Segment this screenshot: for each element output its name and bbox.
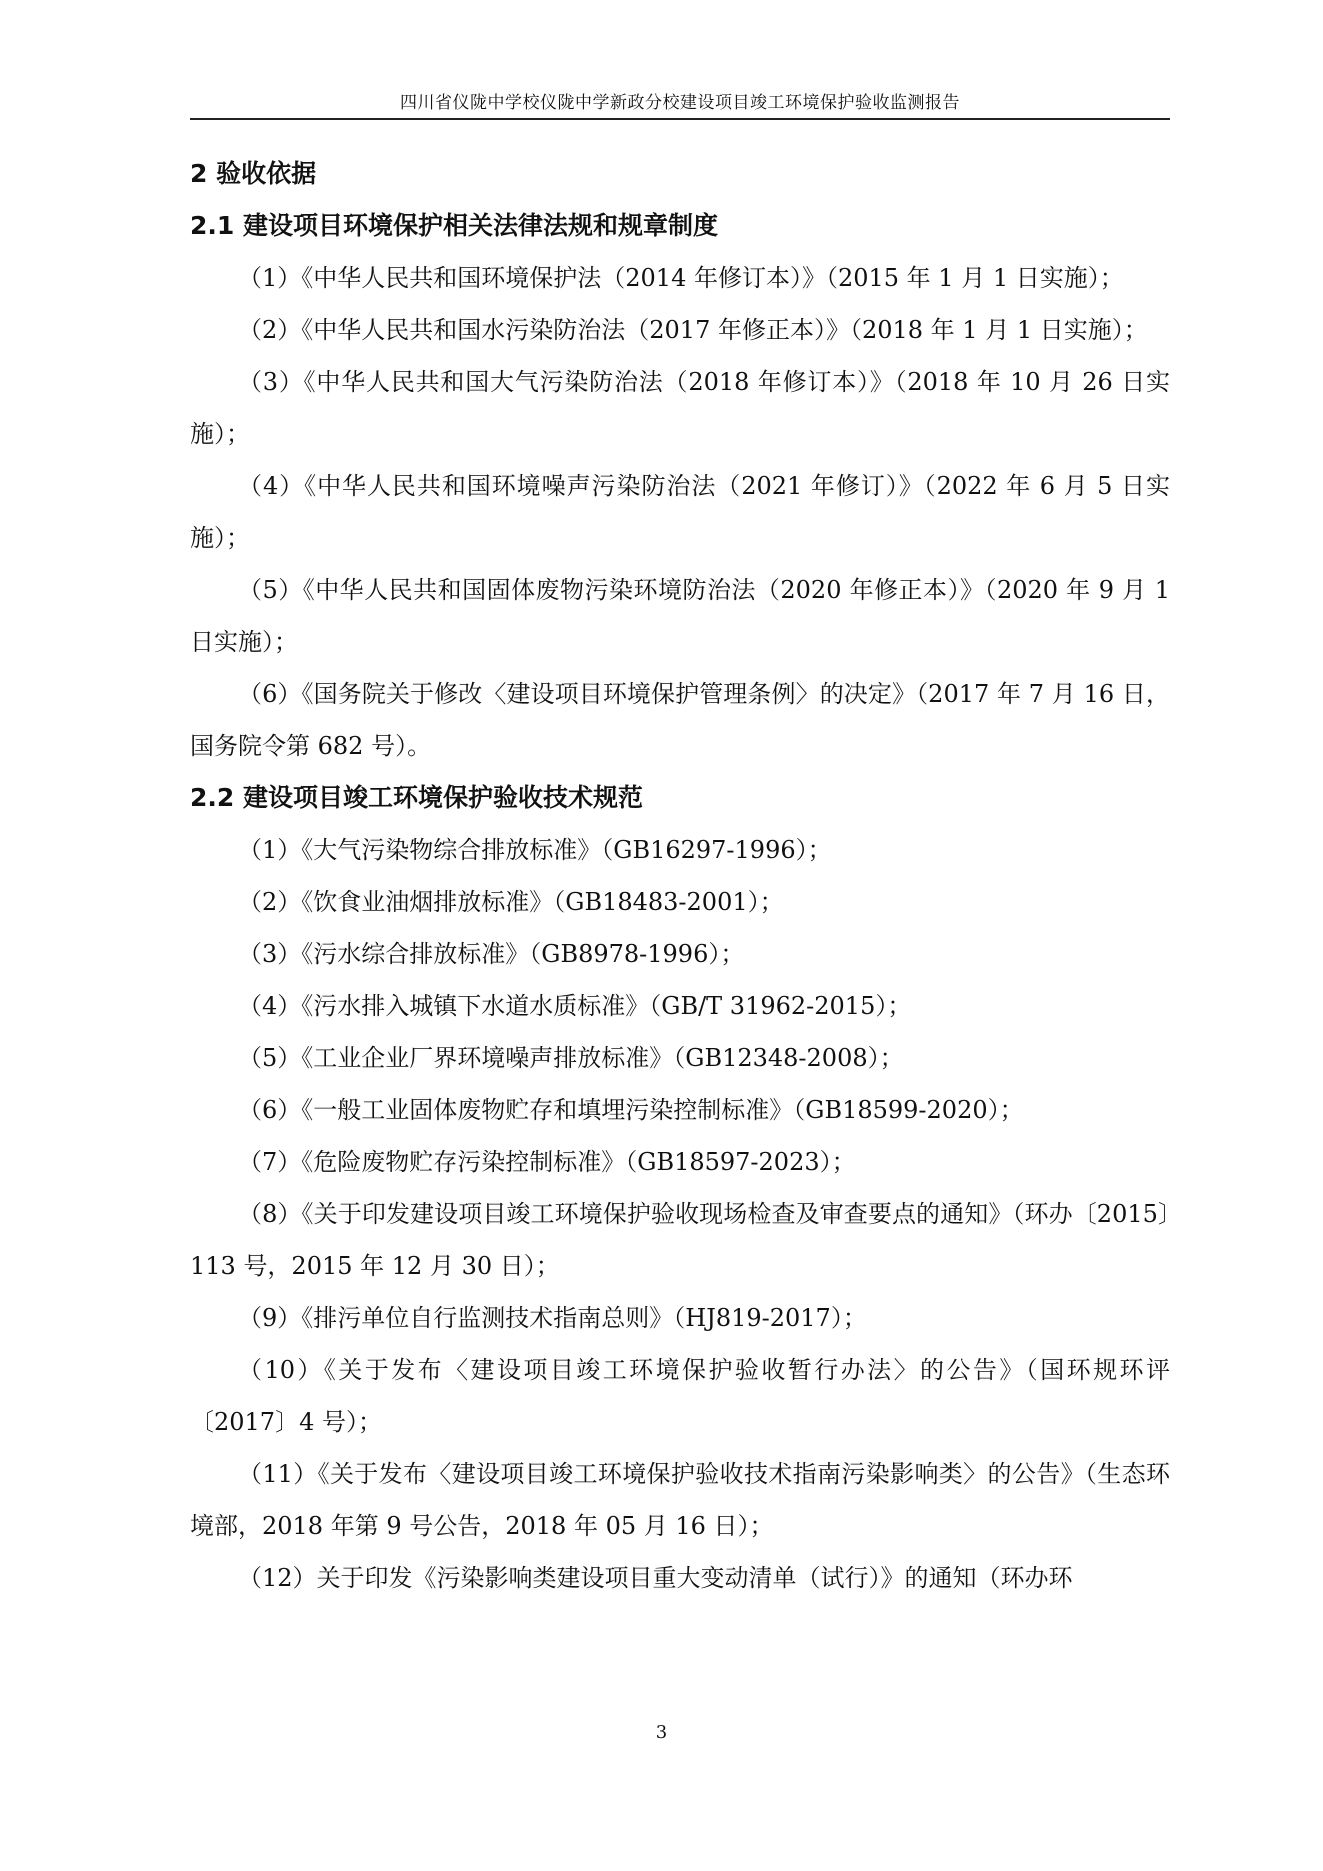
list-item: （8）《关于印发建设项目竣工环境保护验收现场检查及审查要点的通知》（环办〔2015〕113 号，2015 年 12 月 30 日）； — [190, 1200, 1170, 1280]
list-item: （3）《污水综合排放标准》（GB8978-1996）； — [238, 940, 745, 968]
list-item: （10）《关于发布〈建设项目竣工环境保护验收暂行办法〉的公告》（国环规环评〔2017〕4 号）； — [190, 1356, 1170, 1436]
subsection-heading-2-2: 2.2 建设项目竣工环境保护验收技术规范 — [190, 783, 643, 812]
page-header: 四川省仪陇中学校仪陇中学新政分校建设项目竣工环境保护验收监测报告 — [400, 93, 960, 113]
list-item: （6）《一般工业固体废物贮存和填埋污染控制标准》（GB18599-2020）； — [238, 1096, 1024, 1124]
list-item: （6）《国务院关于修改〈建设项目环境保护管理条例〉的决定》（2017 年 7 月 16 日，国务院令第 682 号）。 — [190, 680, 1170, 760]
list-item: （5）《工业企业厂界环境噪声排放标准》（GB12348-2008）； — [238, 1044, 904, 1072]
list-item: （1）《大气污染物综合排放标准》（GB16297-1996）； — [238, 836, 832, 864]
list-item: （2）《饮食业油烟排放标准》（GB18483-2001）； — [238, 888, 784, 916]
list-item: （5）《中华人民共和国固体废物污染环境防治法（2020 年修正本）》（2020 年 9 月 1 日实施）； — [190, 576, 1170, 656]
list-item: （1）《中华人民共和国环境保护法（2014 年修订本）》（2015 年 1 月 1 日实施）； — [238, 264, 1124, 292]
list-item: （9）《排污单位自行监测技术指南总则》（HJ819-2017）； — [238, 1304, 867, 1332]
page-content — [190, 148, 1170, 1604]
list-item: （7）《危险废物贮存污染控制标准》（GB18597-2023）； — [238, 1148, 856, 1176]
list-item: （4）《中华人民共和国环境噪声污染防治法（2021 年修订）》（2022 年 6 月 5 日实施）； — [190, 472, 1170, 552]
list-item: （2）《中华人民共和国水污染防治法（2017 年修正本）》（2018 年 1 月 1 日实施）； — [238, 316, 1148, 344]
section-heading: 2 验收依据 — [190, 159, 317, 188]
subsection-heading-2-1: 2.1 建设项目环境保护相关法律法规和规章制度 — [190, 211, 718, 240]
page-number: 3 — [655, 1722, 668, 1743]
list-item: （12）关于印发《污染影响类建设项目重大变动清单（试行）》的通知（环办环 — [238, 1564, 1073, 1592]
list-item: （3）《中华人民共和国大气污染防治法（2018 年修订本）》（2018 年 10 月 26 日实施）； — [190, 368, 1170, 448]
list-item: （11）《关于发布〈建设项目竣工环境保护验收技术指南污染影响类〉的公告》（生态环境部，2018 年第 9 号公告，2018 年 05 月 16 日）； — [190, 1460, 1170, 1540]
list-item: （4）《污水排入城镇下水道水质标准》（GB/T 31962-2015）； — [238, 992, 912, 1020]
header-divider — [190, 118, 1170, 120]
